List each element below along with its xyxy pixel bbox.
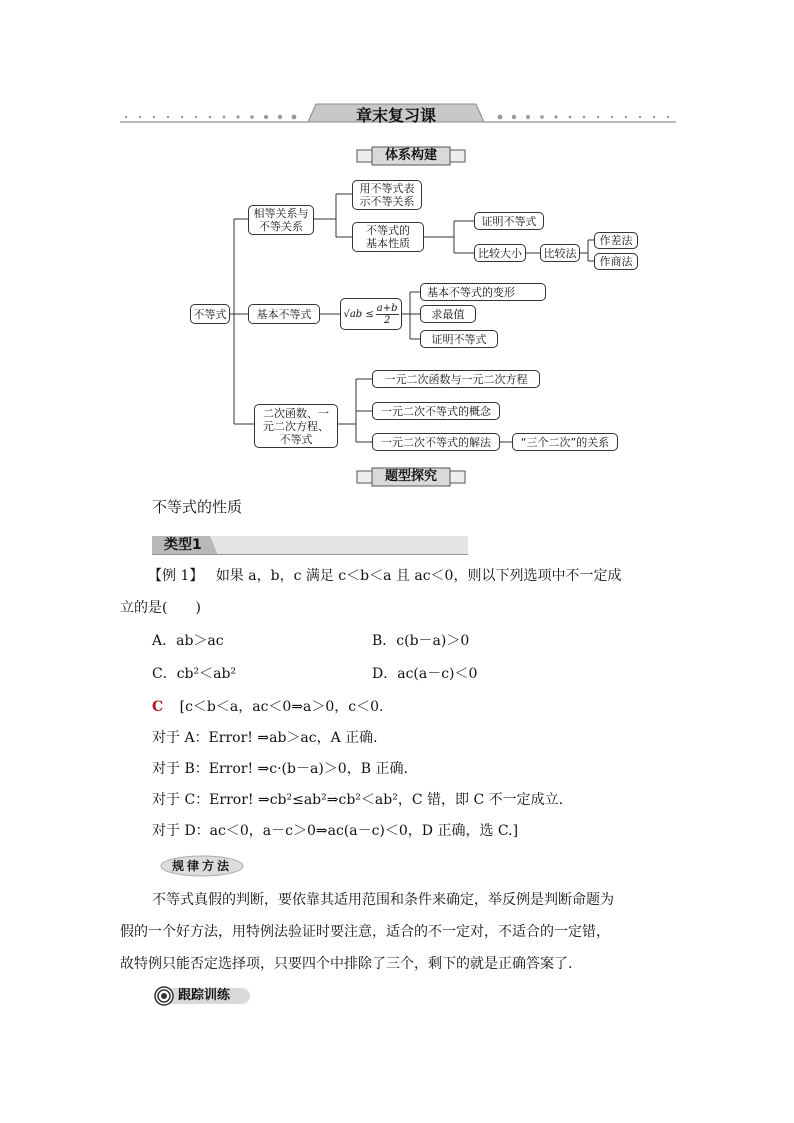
solution-line-0 — [152, 697, 384, 717]
method-line-2: 假的一个好方法，用特例法验证时要注意，适合的不一定对，不适合的一定错， — [120, 924, 610, 940]
solution-line-b: 对于 B：Error! ⇒c·(b－a)＞0，B 正确. — [152, 761, 408, 777]
solution-line-d: 对于 D：ac＜0，a－c＞0⇒ac(a－c)＜0，D 正确，选 C.] — [152, 823, 519, 839]
practice-label-text: 跟踪训练 — [178, 988, 231, 1003]
mindmap-node-prove-2: 证明不等式 — [420, 330, 498, 348]
mindmap-node-difference: 作差法 — [594, 232, 638, 249]
mindmap-node-prove-1: 证明不等式 — [474, 212, 544, 230]
section-label-text: 题型探究 — [384, 469, 437, 484]
mindmap-node-equal-relation: 相等关系与不等关系 — [248, 205, 314, 235]
formula-numerator: a+b — [376, 302, 398, 314]
target-icon — [154, 986, 174, 1006]
option-a: A．ab＞ac — [152, 633, 224, 649]
mindmap-node-function-equation: 一元二次函数与一元二次方程 — [372, 370, 540, 388]
method-line-3: 故特例只能否定选择项，只要四个中排除了三个，剩下的就是正确答案了. — [120, 956, 573, 972]
mindmap-root: 不等式 — [190, 304, 230, 324]
formula-left: √ab ≤ — [343, 308, 374, 320]
method-line-1: 不等式真假的判断，要依靠其适用范围和条件来确定，举反例是判断命题为 — [152, 892, 614, 908]
mindmap-node-extreme: 求最值 — [420, 305, 476, 323]
mindmap-node-variant: 基本不等式的变形 — [420, 283, 546, 301]
solution-line-a: 对于 A：Error! ⇒ab＞ac，A 正确. — [152, 730, 378, 746]
chapter-title: 章末复习课 — [355, 106, 436, 125]
section-label-text: 体系构建 — [384, 148, 437, 163]
method-label-text: 规律方法 — [171, 859, 232, 873]
mindmap-node-compare: 比较大小 — [474, 244, 526, 262]
topic-title: 不等式的性质 — [152, 498, 243, 516]
example-tag: 【例 1】 — [148, 568, 204, 584]
mindmap-node-quotient: 作商法 — [594, 253, 638, 270]
formula-denominator: 2 — [383, 314, 391, 326]
mindmap-node-formula — [340, 298, 402, 330]
mindmap-node-property: 不等式的基本性质 — [352, 222, 424, 252]
mindmap-node-basic-inequality: 基本不等式 — [248, 304, 320, 324]
formula-fraction — [376, 303, 399, 326]
mindmap-node-compare-method: 比较法 — [540, 244, 580, 262]
answer-letter: C — [152, 699, 164, 715]
mindmap-node-quadratic: 二次函数、一元二次方程、不等式 — [254, 404, 338, 448]
chapter-header — [120, 100, 676, 130]
type-label-text: 类型1 — [164, 537, 202, 553]
solution-line-c: 对于 C：Error! ⇒cb²≤ab²⇒cb²＜ab²，C 错，即 C 不一定成立. — [152, 792, 564, 808]
example-stem-continued: 立的是( ) — [120, 600, 201, 616]
option-b: B．c(b－a)＞0 — [372, 633, 470, 649]
option-c: C．cb²＜ab² — [152, 666, 237, 682]
section-label-explore — [356, 467, 466, 487]
method-label — [160, 855, 244, 877]
mindmap-node-solve: 一元二次不等式的解法 — [372, 433, 500, 451]
practice-label — [152, 985, 252, 1007]
mindmap-node-represent: 用不等式表示不等关系 — [352, 180, 422, 210]
solution-reasoning: [c＜b＜a，ac＜0⇒a＞0，c＜0. — [179, 699, 384, 715]
example-stem — [148, 566, 621, 586]
section-label-system — [356, 146, 466, 166]
option-d: D．ac(a－c)＜0 — [372, 666, 478, 682]
mindmap-node-concept: 一元二次不等式的概念 — [372, 402, 500, 420]
mindmap-node-three-quadratics: “三个二次”的关系 — [512, 433, 618, 451]
type-label-bar — [152, 536, 468, 555]
example-stem-text: 如果 a，b，c 满足 c＜b＜a 且 ac＜0，则以下列选项中不一定成 — [215, 568, 622, 584]
